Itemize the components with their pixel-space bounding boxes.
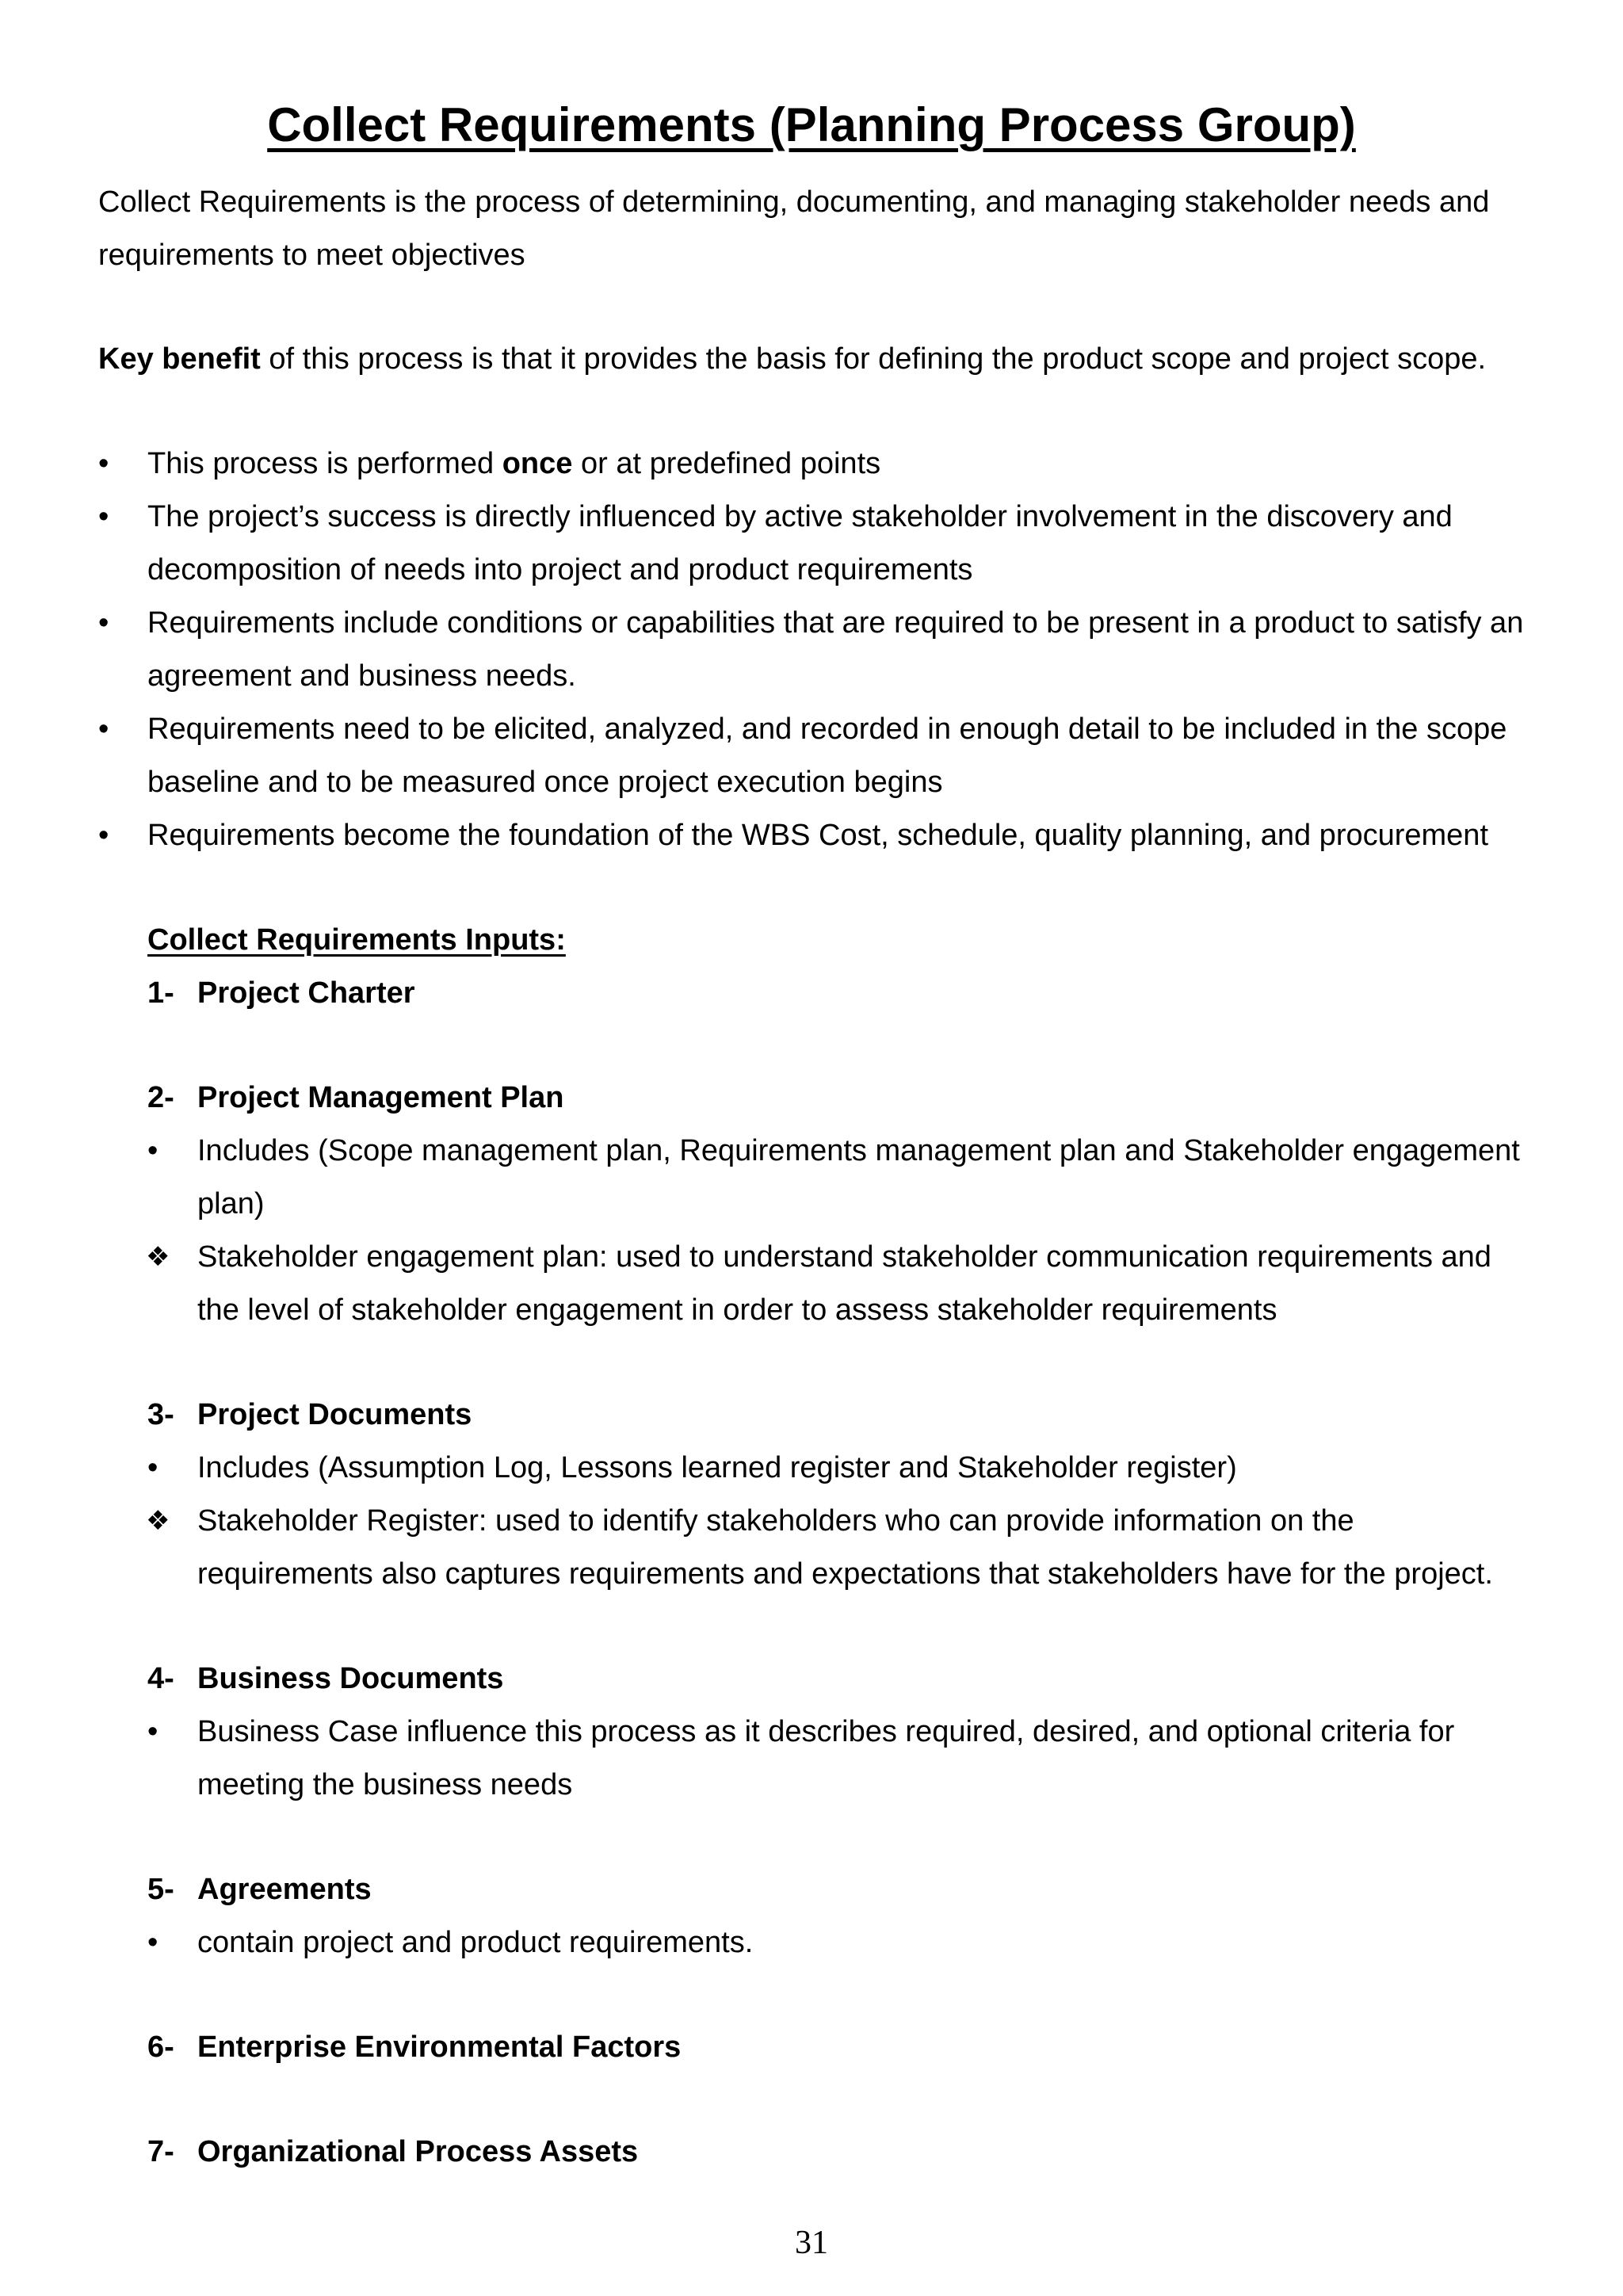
intro-line-2: requirements to meet objectives: [98, 239, 525, 272]
input-7-label: Organizational Process Assets: [197, 2135, 639, 2168]
bullet-icon: •: [147, 1451, 158, 1484]
input-7-number: 7-: [147, 2135, 174, 2168]
input-2-bullet-line-1: Includes (Scope management plan, Requirements management plan and Stakeholder engagement: [197, 1134, 1520, 1167]
bullet-item-3-line-2: agreement and business needs.: [147, 659, 576, 693]
bullet-icon: •: [98, 500, 109, 533]
bullet-item-3-line-1: Requirements include conditions or capabilities that are required to be present in a product to satisfy an: [147, 606, 1524, 640]
intro-line-1: Collect Requirements is the process of determining, documenting, and managing stakeholder needs and: [98, 185, 1490, 219]
input-2-bullet-line-2: plan): [197, 1187, 265, 1221]
input-5-label: Agreements: [197, 1873, 372, 1906]
bullet-item-5: Requirements become the foundation of the WBS Cost, schedule, quality planning, and procurement: [147, 819, 1489, 852]
bullet-icon: •: [147, 1926, 158, 1959]
bullet-icon: •: [98, 447, 109, 480]
key-benefit-label: Key benefit: [98, 342, 261, 376]
input-2-detail-line-2: the level of stakeholder engagement in order to assess stakeholder requirements: [197, 1293, 1277, 1327]
bullet-icon: •: [147, 1134, 158, 1167]
input-6-label: Enterprise Environmental Factors: [197, 2030, 682, 2064]
bullet-1-text-end: or at predefined points: [572, 447, 881, 480]
bullet-icon: •: [98, 819, 109, 852]
bullet-item-2-line-1: The project’s success is directly influenced by active stakeholder involvement in the discovery and: [147, 500, 1453, 533]
input-1-label: Project Charter: [197, 976, 415, 1010]
bullet-icon: •: [98, 712, 109, 746]
input-1-number: 1-: [147, 976, 174, 1010]
input-3-detail-line-2: requirements also captures requirements and expectations that stakeholders have for the project.: [197, 1557, 1493, 1591]
inputs-heading: Collect Requirements Inputs:: [147, 923, 566, 957]
bullet-item-4-line-1: Requirements need to be elicited, analyzed, and recorded in enough detail to be included in the scope: [147, 712, 1507, 746]
bullet-icon: •: [147, 1715, 158, 1748]
input-4-number: 4-: [147, 1662, 174, 1695]
input-3-bullet: Includes (Assumption Log, Lessons learned register and Stakeholder register): [197, 1451, 1237, 1484]
key-benefit-paragraph: [98, 333, 1541, 386]
bullet-1-bold-text: once: [502, 447, 573, 480]
input-2-number: 2-: [147, 1081, 174, 1114]
input-4-label: Business Documents: [197, 1662, 504, 1695]
key-benefit-text: of this process is that it provides the basis for defining the product scope and project scope.: [260, 342, 1487, 376]
diamond-bullet-icon: ❖: [146, 1242, 170, 1272]
page-number: 31: [795, 2225, 828, 2261]
input-4-bullet-line-2: meeting the business needs: [197, 1768, 573, 1801]
input-5-number: 5-: [147, 1873, 174, 1906]
input-3-detail-line-1: Stakeholder Register: used to identify stakeholders who can provide information on the: [197, 1504, 1354, 1538]
input-3-number: 3-: [147, 1398, 174, 1431]
diamond-bullet-icon: ❖: [146, 1506, 170, 1536]
bullet-1-text-start: This process is performed: [147, 447, 502, 480]
input-4-bullet-line-1: Business Case influence this process as it describes required, desired, and optional criteria for: [197, 1715, 1455, 1748]
input-2-label: Project Management Plan: [197, 1081, 564, 1114]
bullet-item-4-line-2: baseline and to be measured once project execution begins: [147, 766, 943, 799]
input-3-label: Project Documents: [197, 1398, 472, 1431]
input-5-bullet: contain project and product requirements.: [197, 1926, 754, 1959]
page-title: Collect Requirements (Planning Process Group): [267, 98, 1356, 151]
bullet-item-1: [147, 437, 880, 491]
input-6-number: 6-: [147, 2030, 174, 2064]
bullet-item-2-line-2: decomposition of needs into project and product requirements: [147, 553, 973, 586]
bullet-icon: •: [98, 606, 109, 640]
input-2-detail-line-1: Stakeholder engagement plan: used to understand stakeholder communication requirements and: [197, 1240, 1491, 1274]
